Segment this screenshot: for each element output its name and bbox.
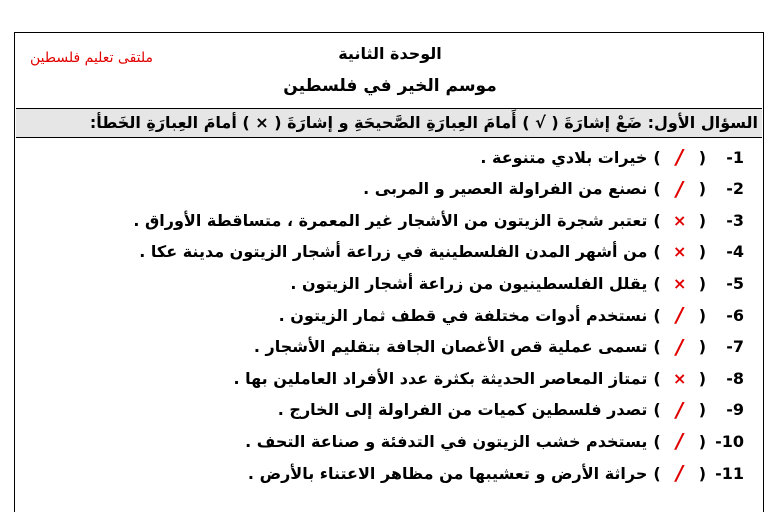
correct-mark-icon[interactable]: / [676,303,684,327]
statement-row [245,426,744,456]
statement-text: يستخدم خشب الزيتون في التدفئة و صناعة التحف . [245,431,648,451]
answer-paren-close: ) [653,210,661,230]
answer-paren-open: ( [698,273,706,293]
statement-row [133,205,744,235]
answer-paren-open: ( [698,463,706,483]
answer-paren-open: ( [698,400,706,420]
wrong-mark-icon[interactable]: × [672,242,687,262]
statement-number: 3- [726,210,744,230]
answer-paren-close: ) [653,337,661,357]
statement-text: حراثة الأرض و تعشيبها من مظاهر الاعتناء بالأرض . [247,463,648,483]
statement-text: من أشهر المدن الفلسطينية في زراعة أشجار الزيتون مدينة عكا . [139,242,648,262]
statement-number: 10- [715,431,744,451]
correct-mark-icon[interactable]: / [676,461,684,485]
statement-row [278,395,744,425]
correct-mark-icon[interactable]: / [676,176,684,201]
correct-mark-icon[interactable]: / [676,397,684,422]
statement-text: تسمى عملية قص الأغصان الجافة بتقليم الأشجار . [253,337,648,357]
statement-text: خيرات بلادي متنوعة . [480,147,648,167]
answer-paren-open: ( [698,337,706,357]
answer-paren-close: ) [653,368,661,388]
answer-paren-close: ) [653,242,661,262]
statement-row [254,332,744,362]
answer-paren-close: ) [653,305,661,325]
statement-text: تصدر فلسطين كميات من الفراولة إلى الخارج . [277,400,648,420]
statement-text: تعتبر شجرة الزيتون من الأشجار غير المعمرة ، متساقطة الأوراق . [133,210,648,230]
answer-paren-close: ) [653,463,661,483]
answer-paren-open: ( [698,179,706,199]
statement-row [248,458,744,488]
wrong-mark-icon[interactable]: × [672,210,687,230]
statement-text: يقلل الفلسطينيون من زراعة أشجار الزيتون . [290,273,648,293]
answer-paren-close: ) [653,273,661,293]
statement-row [279,300,744,330]
unit-title: الوحدة الثانية [338,44,442,63]
answer-paren-close: ) [653,400,661,420]
answer-paren-open: ( [698,242,706,262]
statement-number: 7- [726,337,744,357]
statement-text: تمتاز المعاصر الحديثة بكثرة عدد الأفراد العاملين بها . [233,368,648,388]
correct-mark-icon[interactable]: / [676,145,684,169]
answer-paren-open: ( [698,305,706,325]
correct-mark-icon[interactable]: / [676,429,684,454]
statement-number: 9- [726,400,744,420]
answer-paren-close: ) [653,431,661,451]
statement-row [290,268,744,298]
statement-number: 5- [726,273,744,293]
statement-number: 8- [726,368,744,388]
statement-number: 4- [726,242,744,262]
statement-row [233,363,744,393]
answer-paren-open: ( [698,147,706,167]
statement-text: نصنع من الفراولة العصير و المربى . [363,179,648,199]
statement-text: نستخدم أدوات مختلفة في قطف ثمار الزيتون . [278,305,648,325]
site-label: ملتقى تعليم فلسطين [30,50,154,66]
correct-mark-icon[interactable]: / [676,334,684,359]
lesson-title: موسم الخير في فلسطين [283,76,497,96]
answer-paren-open: ( [698,368,706,388]
statement-number: 2- [726,179,744,199]
statement-row [139,237,744,267]
statement-row [480,142,744,172]
answer-paren-close: ) [653,147,661,167]
wrong-mark-icon[interactable]: × [672,273,687,293]
statement-number: 6- [726,305,744,325]
answer-paren-open: ( [698,431,706,451]
answer-paren-open: ( [698,210,706,230]
statement-number: 1- [726,147,744,167]
statement-number: 11- [715,463,744,483]
question-instructions: السؤال الأول: ضَعْ إشارَةَ ( √ ) أَمامَ العِبارَةِ الصَّحيحَةِ و إشارَةَ ( × ) أمامَ العِبارَةِ الخَطأ: [16,108,762,138]
statement-row [363,174,744,204]
wrong-mark-icon[interactable]: × [672,368,687,388]
answer-paren-close: ) [653,179,661,199]
